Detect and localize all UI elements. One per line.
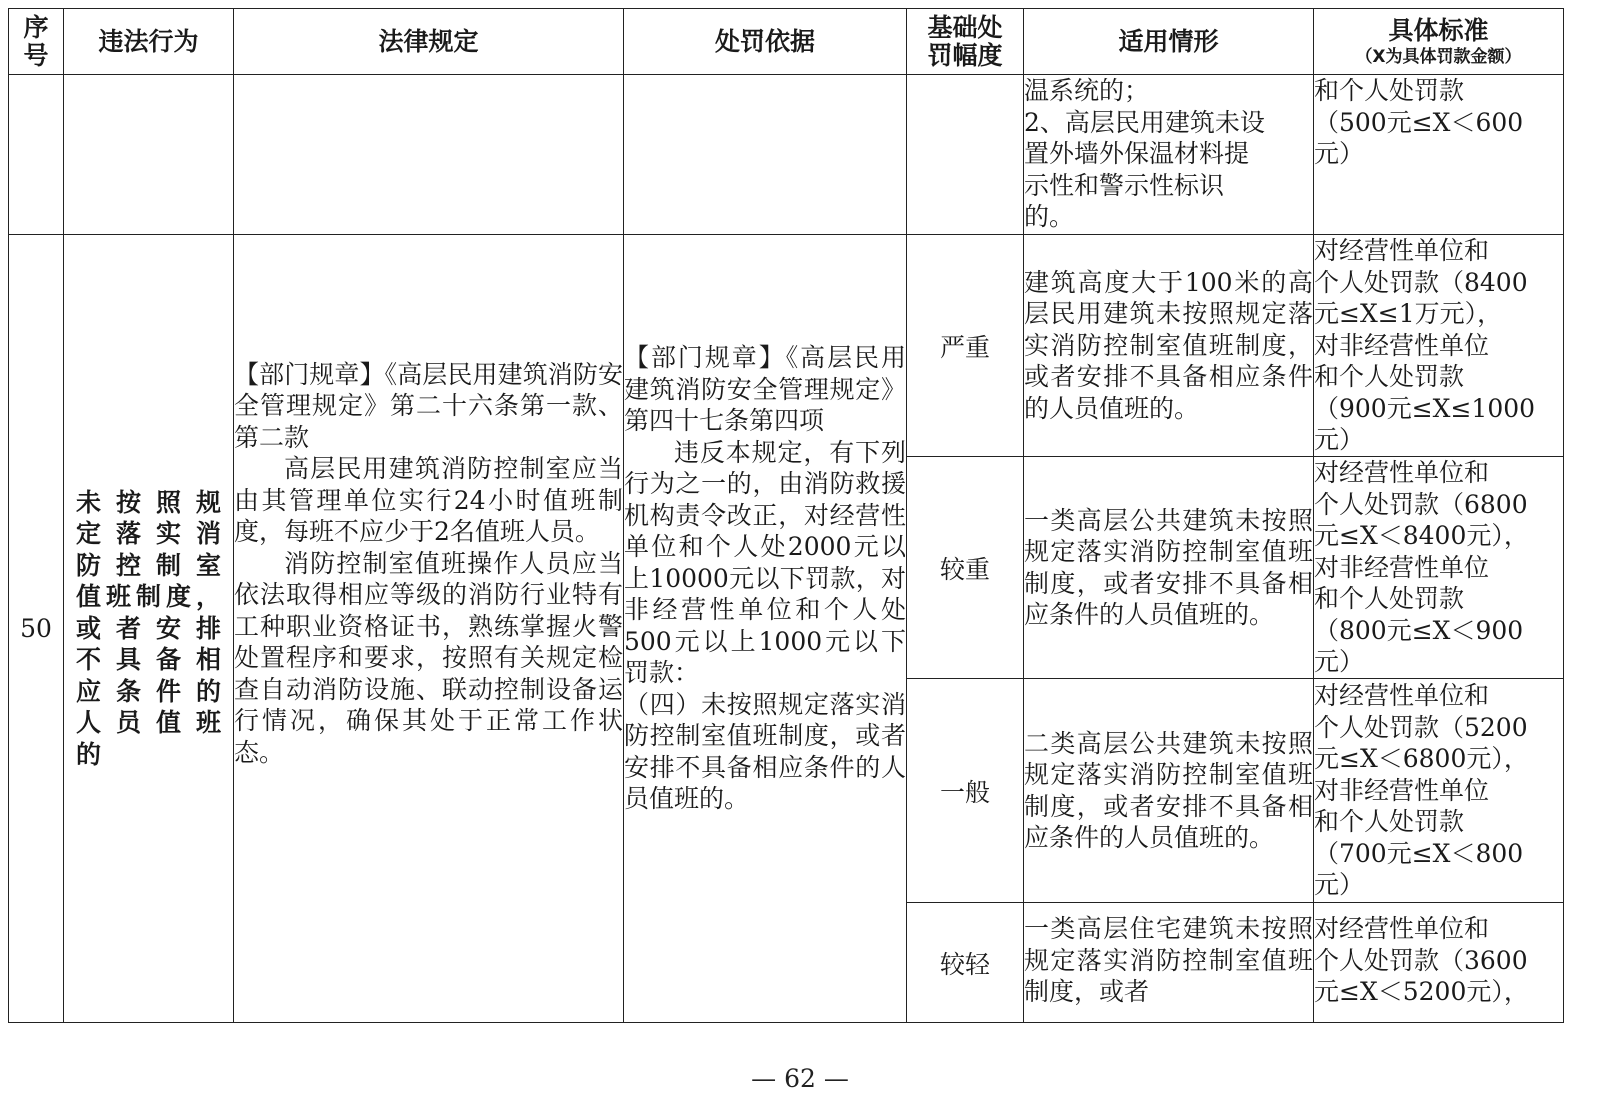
- basis-paragraph-2: （四）未按照规定落实消防控制室值班制度，或者安排不具备相应条件的人员值班的。: [624, 689, 906, 814]
- law-paragraph-1: 高层民用建筑消防控制室应当由其管理单位实行24小时值班制度，每班不应少于2名值班人员。: [234, 454, 623, 547]
- standard-line: 和个人处罚款: [1314, 362, 1465, 392]
- situation-cell: [1024, 903, 1314, 1023]
- behavior-line: 人员值班: [76, 708, 221, 738]
- prev-behavior-cell: [64, 75, 234, 235]
- standard-line: 元≤X＜8400元），: [1314, 521, 1529, 551]
- standard-line: 元）: [1314, 647, 1365, 677]
- behavior-line: 应条件的: [76, 676, 221, 706]
- row-behavior-cell: [64, 235, 234, 1023]
- standard-line: 个人处罚款（5200: [1314, 712, 1528, 742]
- situation-text: 一类高层住宅建筑未按照规定落实消防控制室值班制度，或者: [1024, 914, 1313, 1006]
- standard-cell: [1314, 235, 1564, 457]
- standard-text: [1314, 680, 1563, 901]
- behavior-line: 值班制度，: [76, 582, 221, 612]
- law-title: 【部门规章】《高层民用建筑消防安全管理规定》第二十六条第一款、第二款: [234, 359, 623, 452]
- behavior-line: 或者安排: [76, 613, 221, 643]
- standard-text: [1314, 903, 1563, 1008]
- behavior-line: 防控制室: [76, 550, 221, 580]
- prev-degree-cell: [907, 75, 1024, 235]
- basis-title: 【部门规章】《高层民用建筑消防安全管理规定》第四十七条第四项: [624, 343, 906, 436]
- header-standard-title: 具体标准: [1388, 15, 1489, 45]
- prev-standard-line: 元）: [1314, 139, 1365, 168]
- standard-cell: [1314, 679, 1564, 903]
- behavior-line: 的: [76, 739, 102, 769]
- standard-line: 对非经营性单位: [1314, 775, 1490, 805]
- prev-standard-text: [1314, 75, 1563, 170]
- standard-line: 个人处罚款（8400: [1314, 267, 1528, 297]
- behavior-line: 不具备相: [76, 645, 221, 675]
- standard-line: （800元≤X＜900: [1314, 615, 1524, 645]
- header-standard: [1314, 9, 1564, 75]
- standard-line: 对经营性单位和: [1314, 458, 1490, 488]
- standard-line: 元≤X≤1万元），: [1314, 299, 1503, 329]
- basis-paragraph-1: 违反本规定，有下列行为之一的，由消防救援机构责令改正，对经营性单位和个人处2000元以上10000元以下罚款，对非经营性单位和个人处500元以上1000元以下罚款：: [624, 437, 906, 688]
- prev-standard-line: 和个人处罚款: [1314, 76, 1465, 105]
- standard-text: [1314, 235, 1563, 456]
- row-seq-cell: 50: [9, 235, 64, 1023]
- prev-situation-line: 2、高层民用建筑未设: [1024, 107, 1265, 137]
- header-degree: [907, 9, 1024, 75]
- page-number: — 62 —: [751, 1064, 849, 1093]
- penalty-standard-table: [8, 8, 1564, 1023]
- standard-line: 元≤X＜5200元），: [1314, 977, 1529, 1006]
- standard-line: 对经营性单位和: [1314, 681, 1490, 711]
- situation-cell: [1024, 235, 1314, 457]
- prev-situation-line: 置外墙外保温材料提: [1024, 139, 1250, 168]
- header-behavior: 违法行为: [64, 9, 234, 75]
- prev-law-cell: [234, 75, 624, 235]
- prev-standard-line: （500元≤X＜600: [1314, 107, 1524, 137]
- prev-basis-cell: [624, 75, 907, 235]
- situation-text: 一类高层公共建筑未按照规定落实消防控制室值班制度，或者安排不具备相应条件的人员值班的。: [1024, 505, 1313, 629]
- standard-cell: [1314, 457, 1564, 679]
- prev-situation-cell: [1024, 75, 1314, 235]
- prev-seq-cell: [9, 75, 64, 235]
- behavior-line: 定落实消: [76, 519, 221, 549]
- standard-line: 元）: [1314, 870, 1365, 900]
- table-row-continued: [9, 75, 1564, 235]
- situation-cell: [1024, 679, 1314, 903]
- illegal-behavior-text: [64, 487, 233, 771]
- header-basis: 处罚依据: [624, 9, 907, 75]
- row-law-cell: [234, 235, 624, 1023]
- prev-standard-cell: [1314, 75, 1564, 235]
- prev-situation-line: 示性和警示性标识: [1024, 170, 1225, 200]
- header-seq: [9, 9, 64, 75]
- standard-line: 个人处罚款（6800: [1314, 489, 1528, 519]
- standard-cell: [1314, 903, 1564, 1023]
- standard-line: 和个人处罚款: [1314, 584, 1465, 614]
- prev-situation-text: [1024, 75, 1313, 233]
- prev-situation-line: 温系统的；: [1024, 76, 1150, 105]
- degree-cell: 一般: [907, 679, 1024, 903]
- standard-line: 对经营性单位和: [1314, 236, 1490, 266]
- header-seq-label: 序 号: [23, 12, 49, 70]
- degree-cell: 严重: [907, 235, 1024, 457]
- situation-text: 建筑高度大于100米的高层民用建筑未按照规定落实消防控制室值班制度，或者安排不具备相应条件的人员值班的。: [1024, 267, 1313, 423]
- table-header-row: [9, 9, 1564, 75]
- behavior-line: 未按照规: [76, 487, 221, 517]
- standard-line: 元）: [1314, 425, 1365, 455]
- row-basis-cell: [624, 235, 907, 1023]
- prev-situation-line: 的。: [1024, 202, 1075, 231]
- standard-line: （700元≤X＜800: [1314, 838, 1524, 868]
- header-degree-label: 基础处 罚幅度: [927, 12, 1003, 70]
- situation-cell: [1024, 457, 1314, 679]
- header-standard-note: （X为具体罚款金额）: [1355, 46, 1522, 67]
- standard-line: （900元≤X≤1000: [1314, 393, 1536, 423]
- header-situation: 适用情形: [1024, 9, 1314, 75]
- table-row: [9, 235, 1564, 457]
- standard-line: 对经营性单位和: [1314, 914, 1490, 943]
- standard-text: [1314, 457, 1563, 678]
- standard-line: 和个人处罚款: [1314, 807, 1465, 837]
- situation-text: 二类高层公共建筑未按照规定落实消防控制室值班制度，或者安排不具备相应条件的人员值班的。: [1024, 728, 1313, 852]
- degree-cell: 较轻: [907, 903, 1024, 1023]
- header-law: 法律规定: [234, 9, 624, 75]
- standard-line: 元≤X＜6800元），: [1314, 744, 1529, 774]
- degree-cell: 较重: [907, 457, 1024, 679]
- law-paragraph-2: 消防控制室值班操作人员应当依法取得相应等级的消防行业特有工种职业资格证书，熟练掌握火警处置程序和要求，按照有关规定检查自动消防设施、联动控制设备运行情况，确保其处于正常工作状态。: [234, 548, 623, 767]
- standard-line: 对非经营性单位: [1314, 552, 1490, 582]
- standard-line: 对非经营性单位: [1314, 330, 1490, 360]
- standard-line: 个人处罚款（3600: [1314, 945, 1528, 975]
